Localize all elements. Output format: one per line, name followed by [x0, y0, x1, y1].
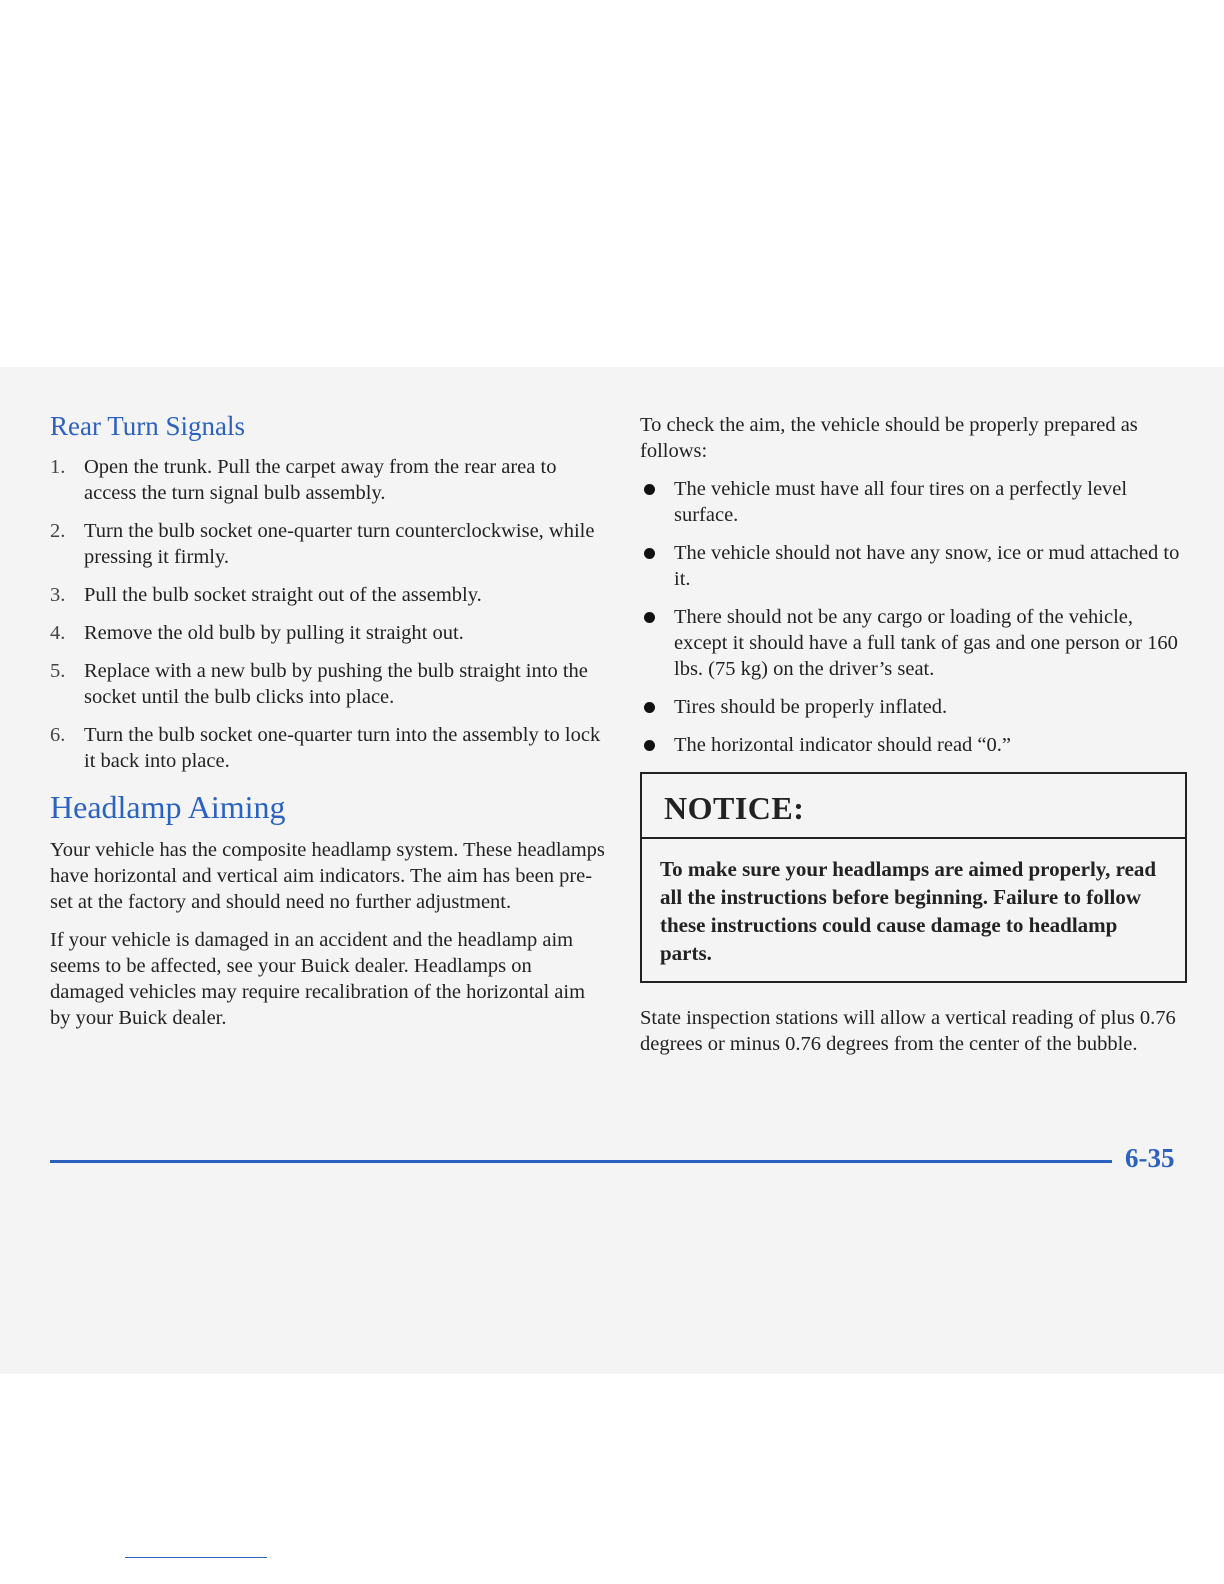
- inspection-note: State inspection stations will allow a vertical reading of plus 0.76 degrees or minus 0.76 degrees from the center of the bubble.: [640, 1007, 1176, 1055]
- step-text: Replace with a new bulb by pushing the bulb straight into the socket until the bulb clicks into place.: [84, 659, 588, 708]
- footer-rule: [50, 1160, 1112, 1163]
- step-item: [50, 620, 610, 646]
- bullet-text: The vehicle must have all four tires on a perfectly level surface.: [674, 478, 1128, 526]
- bullet-dot-icon: [644, 612, 655, 623]
- step-text: Remove the old bulb by pulling it straight out.: [84, 621, 464, 644]
- bullet-dot-icon: [644, 548, 655, 559]
- bullet-dot-icon: [644, 740, 655, 751]
- headlamp-aiming-paragraph: Your vehicle has the composite headlamp system. These headlamps have horizontal and vertical aim indicators. The aim has been pre-set at the factory and should need no further adjustment.: [50, 838, 605, 913]
- notice-body: To make sure your headlamps are aimed properly, read all the instructions before beginning. Failure to follow these instructions could cause damage to headlamp parts.: [660, 857, 1157, 965]
- step-number: 5.: [50, 659, 66, 682]
- notice-heading: NOTICE:: [642, 774, 1185, 839]
- bullet-text: The vehicle should not have any snow, ice or mud attached to it.: [674, 542, 1180, 590]
- bullet-item: [640, 604, 1190, 682]
- left-column: [50, 412, 610, 1043]
- step-text: Pull the bulb socket straight out of the assembly.: [84, 583, 482, 606]
- bottom-divider: [125, 1557, 267, 1558]
- rear-turn-signals-title: Rear Turn Signals: [50, 411, 246, 441]
- right-column: [640, 412, 1190, 1069]
- headlamp-aiming-paragraph: If your vehicle is damaged in an accident and the headlamp aim seems to be affected, see your Buick dealer. Headlamps on damaged vehicles may require recalibration of the horizontal aim by your Buick dealer.: [50, 928, 586, 1029]
- notice-box: [640, 772, 1187, 983]
- step-item: [50, 454, 610, 506]
- step-number: 3.: [50, 583, 66, 606]
- page-number: 6-35: [1125, 1143, 1175, 1173]
- bullet-item: [640, 540, 1190, 592]
- step-number: 1.: [50, 455, 66, 478]
- bullet-item: [640, 732, 1190, 758]
- bullet-dot-icon: [644, 702, 655, 713]
- check-aim-intro: To check the aim, the vehicle should be properly prepared as follows:: [640, 414, 1138, 462]
- bullet-text: There should not be any cargo or loading of the vehicle, except it should have a full tank of gas and one person or 160 lbs. (75 kg) on the driver’s seat.: [674, 606, 1178, 680]
- headlamp-aiming-title: Headlamp Aiming: [50, 788, 286, 825]
- step-text: Turn the bulb socket one-quarter turn into the assembly to lock it back into place.: [84, 723, 601, 772]
- step-item: [50, 582, 610, 608]
- bullet-dot-icon: [644, 484, 655, 495]
- step-item: [50, 722, 610, 774]
- step-item: [50, 518, 610, 570]
- rear-turn-signals-steps: [50, 454, 610, 774]
- bullet-item: [640, 476, 1190, 528]
- bullet-item: [640, 694, 1190, 720]
- step-number: 4.: [50, 621, 66, 644]
- step-text: Open the trunk. Pull the carpet away from the rear area to access the turn signal bulb assembly.: [84, 455, 557, 504]
- bullet-text: Tires should be properly inflated.: [674, 696, 948, 718]
- bullet-text: The horizontal indicator should read “0.”: [674, 734, 1011, 756]
- check-aim-bullets: [640, 476, 1190, 758]
- step-item: [50, 658, 610, 710]
- step-number: 6.: [50, 723, 66, 746]
- step-number: 2.: [50, 519, 66, 542]
- step-text: Turn the bulb socket one-quarter turn counterclockwise, while pressing it firmly.: [84, 519, 595, 568]
